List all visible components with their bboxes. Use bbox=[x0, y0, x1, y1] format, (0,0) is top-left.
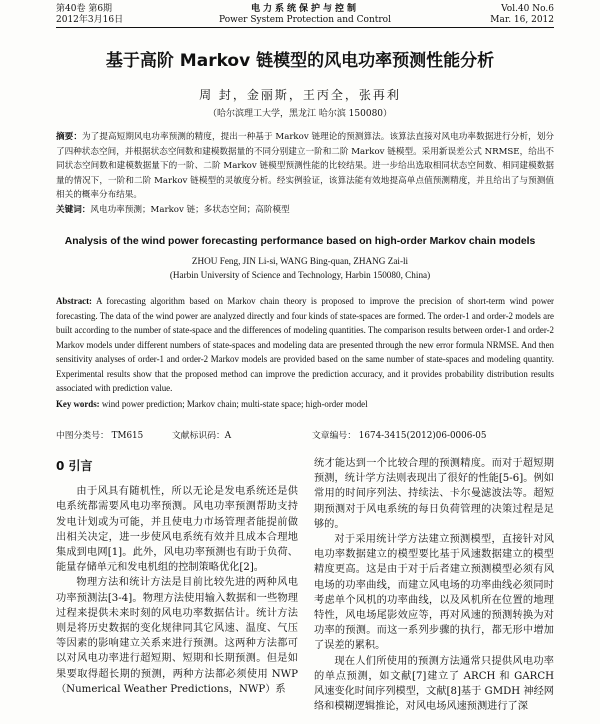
body-column-left bbox=[56, 456, 298, 697]
keywords-en-label: Key words: bbox=[56, 399, 100, 409]
keywords-cn-label: 关键词： bbox=[56, 205, 91, 215]
affiliation-cn: （哈尔滨理工大学，黑龙江 哈尔滨 150080） bbox=[207, 109, 393, 119]
volume-en: Vol.40 No.6 bbox=[501, 4, 554, 14]
title-en: Analysis of the wind power forecasting performance based on high-order Markov chain models bbox=[64, 236, 536, 247]
authors-en: ZHOU Feng, JIN Li-si, WANG Bing-quan, ZHANG Zai-li bbox=[191, 256, 409, 266]
abstract-cn-label: 摘要： bbox=[56, 132, 82, 142]
authors-cn: 周 封，金丽斯，王丙全，张再利 bbox=[199, 88, 401, 102]
date-cn: 2012年3月16日 bbox=[56, 15, 124, 25]
abstract-cn-text: 为了提高短期风电功率预测的精度，提出一种基于 Markov 链理论的预测算法。该算法直接对风电功率数据进行分析，划分了四种状态空间，并根据状态空间数和建模数据量的不同分别建立一阶和二阶 Markov 链模型。采用新误差公式 NRMSE，给出不同状态空间数和建模数据量下的一阶、二阶 Markov 链模型预测性能的比较结果。进一步给出选取相同状态空间数、相同建模数据量的情况下，一阶和二阶 Markov 链模型的灵敏度分析。经实例验证，该算法能有效地提高单点值预测精度，并且给出了与预测值相关的概率分布结果。 bbox=[56, 132, 554, 201]
body-paragraph: 由于风具有随机性，所以无论是发电系统还是供电系统都需要风电功率预测。风电功率预测帮助支持发电计划或为可能，并且使电力市场管理者能提前做出相关决定，进一步使风电系统有效并且成本合理地集成到电网[1]。此外，风电功率预测也有助于负荷、能量存储单元和发电机组的控制策略优化[2]。 bbox=[56, 486, 298, 574]
keywords-cn-text: 风电功率预测；Markov 链；多状态空间；高阶模型 bbox=[90, 205, 290, 215]
volume-cn: 第40卷 第6期 bbox=[56, 4, 113, 14]
abstract-en-text: A forecasting algorithm based on Markov chain theory is proposed to improve the precision of short-term wind power forecasting. The data of the wind power are analyzed directly and four kinds of state-spaces are formed. The order-1 and order-2 models are built according to the number of state-space and the differences of modeling quantities. The comparison results between order-1 and order-2 Markov models under different numbers of state-spaces and modeling data are presented through the new error formula NRMSE. And then sensitivity analyses of order-1 and order-2 Markov models are provided based on the same number of state-spaces and modeling quantity. Experimental results show that the proposed method can improve the prediction accuracy, and it provides probability distribution results associated with prediction value. bbox=[56, 296, 554, 393]
body-paragraph: 对于采用统计学方法建立预测模型，直接针对风电功率数据建立的模型要比基于风速数据建立的模型精度更高。这是由于对于后者建立预测模型必须有风电场的功率曲线，而建立风电场的功率曲线必须同时考虑单个风机的功率曲线，以及风机所在位置的地理特性，风电场尾影效应等，再对风速的预测转换为对功率的预测。而这一系列步骤的执行，都无形中增加了误差的累积。 bbox=[314, 534, 554, 652]
header-center bbox=[56, 4, 554, 26]
section-heading-intro: 0 引言 bbox=[56, 459, 93, 473]
body-column-right bbox=[314, 456, 554, 714]
keywords-cn bbox=[56, 204, 554, 216]
title-cn: 基于高阶 Markov 链模型的风电功率预测性能分析 bbox=[105, 51, 495, 71]
abstract-en-label: Abstract: bbox=[56, 296, 92, 306]
header-rule bbox=[56, 27, 554, 28]
keywords-en bbox=[56, 399, 554, 409]
affiliation-en: (Harbin University of Science and Technology, Harbin 150080, China) bbox=[169, 270, 431, 280]
clc-number: 中图分类号： TM615 bbox=[56, 431, 144, 441]
journal-cn: 电力系统保护与控制 bbox=[250, 4, 359, 14]
body-paragraph: 物理方法和统计方法是目前比较先进的两种风电功率预测法[3-4]。物理方法使用输入数据和一些物理过程来提供未来时刻的风电功率数据估计。统计方法则是将历史数据的变化规律同其它风速、温度、气压等因素的影响建立关系来进行预测。这两种方法都可以对风电功率进行超短期、短期和长期预测。但是如果要取得超长期的预测，两种方法都必须使用 NWP（Numerical Weather Predictions，NWP）系 bbox=[56, 577, 298, 695]
body-paragraph: 现在人们所使用的预测方法通常只提供风电功率的单点预测，如文献[7]建立了 ARCH 和 GARCH 风速变化时间序列模型，文献[8]基于 GMDH 神经网络和模糊逻辑推论，对风电场风速预测进行了深 bbox=[314, 655, 554, 713]
article-id: 文章编号： 1674-3415(2012)06-0006-05 bbox=[312, 431, 487, 441]
abstract-en bbox=[56, 294, 554, 396]
keywords-en-text: wind power prediction; Markov chain; multi-state space; high-order model bbox=[101, 399, 368, 409]
date-en: Mar. 16, 2012 bbox=[490, 15, 554, 25]
body-paragraph: 统才能达到一个比较合理的预测精度。而对于超短期预测，统计学方法则表现出了很好的性能[5-6]。例如常用的时间序列法、持续法、卡尔曼滤波法等。超短期预测对于风电系统的每日负荷管理的决策过程是足够的。 bbox=[314, 458, 554, 530]
header-right bbox=[490, 4, 554, 26]
document-code: 文献标识码：A bbox=[172, 431, 232, 441]
abstract-cn bbox=[56, 130, 554, 203]
journal-en: Power System Protection and Control bbox=[219, 15, 391, 25]
